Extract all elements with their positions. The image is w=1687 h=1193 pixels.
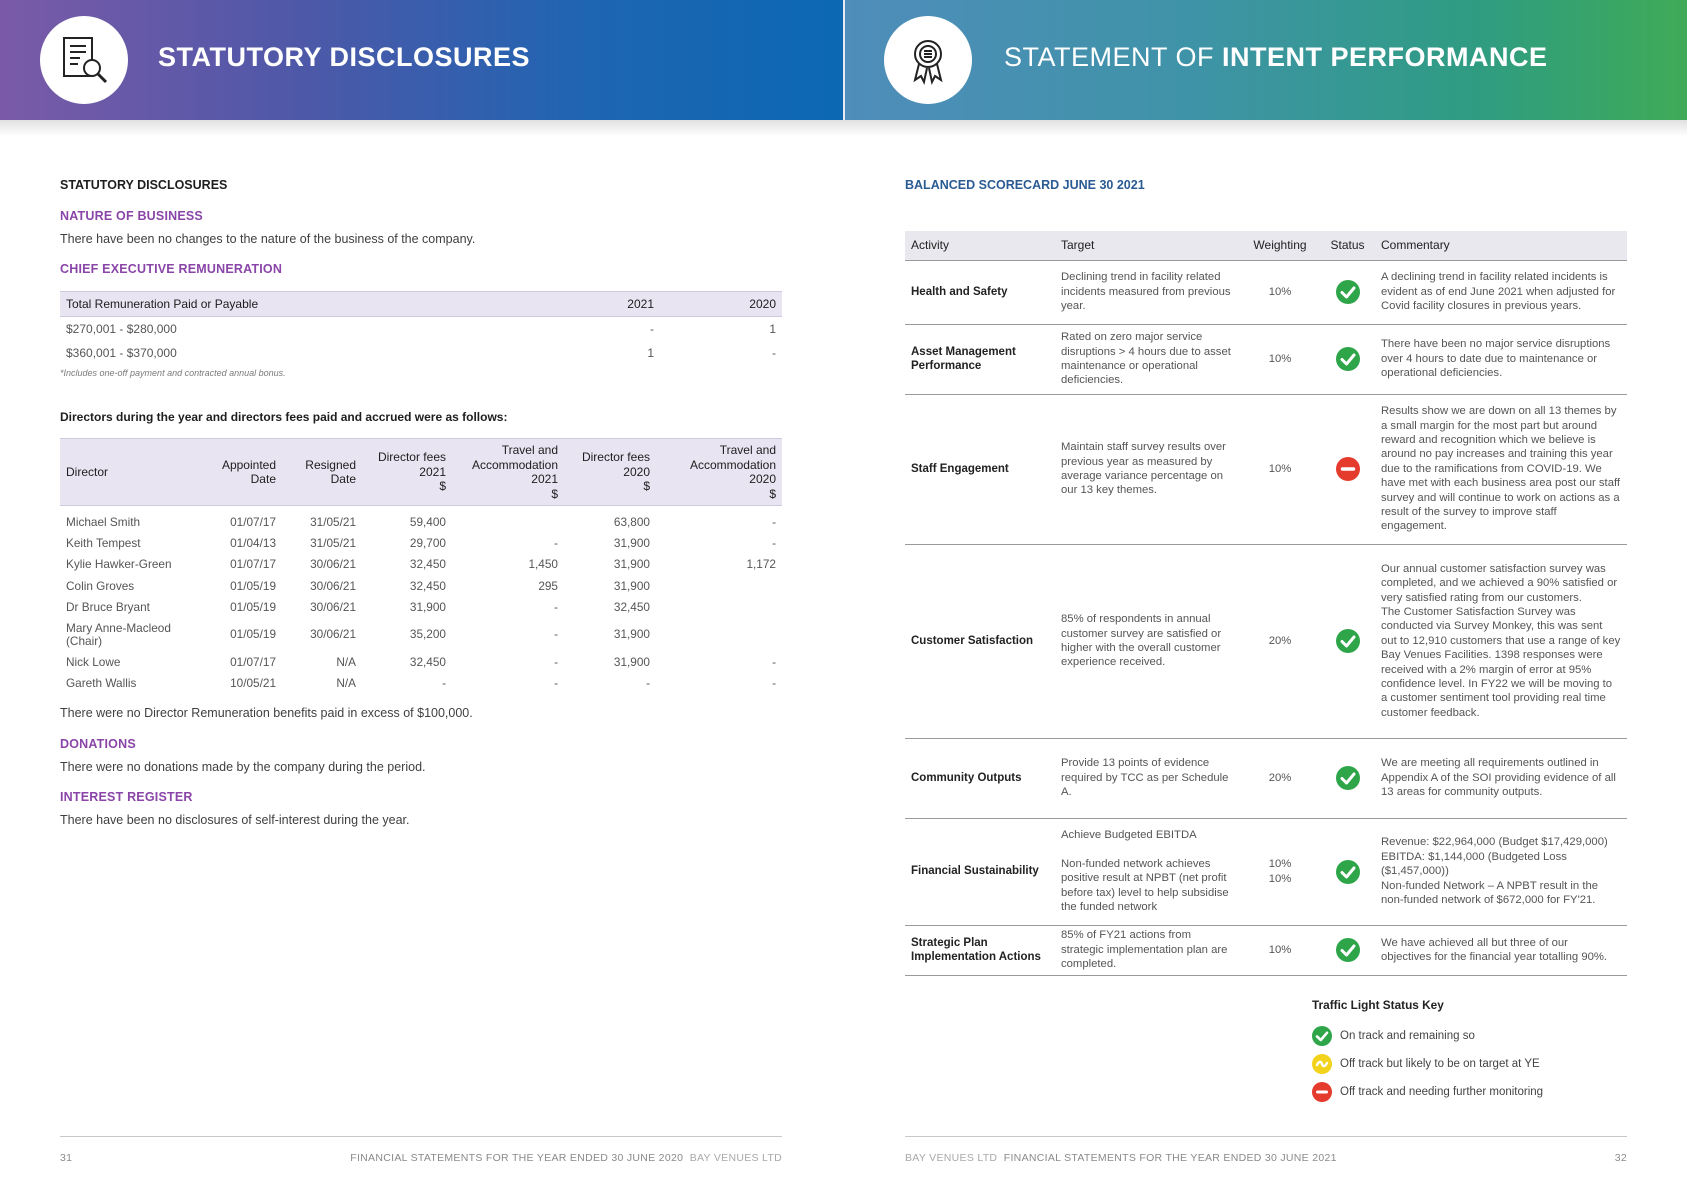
dir-header-fees-2021: Director fees 2021 $: [362, 439, 452, 506]
key-label: On track and remaining so: [1340, 1030, 1475, 1042]
director-appointed: 01/05/19: [230, 599, 276, 614]
director-name: Keith Tempest: [66, 535, 141, 550]
table-row: [60, 512, 782, 533]
scorecard-activity: Strategic Plan Implementation Actions: [905, 925, 1055, 975]
director-resigned: 30/06/21: [310, 578, 356, 593]
director-travel-2020: -: [772, 676, 776, 691]
ceo-heading: CHIEF EXECUTIVE REMUNERATION: [60, 262, 283, 276]
rem-2020: 1: [769, 321, 776, 336]
scorecard-activity: Asset Management Performance: [905, 324, 1055, 394]
table-row: [60, 673, 782, 694]
table-row: [60, 618, 782, 652]
scorecard-status: [1320, 544, 1375, 738]
director-travel-2021: -: [554, 676, 558, 691]
rem-header-2021: 2021: [580, 292, 660, 317]
director-travel-2020: [656, 575, 782, 596]
table-row: [905, 818, 1627, 925]
director-name: Colin Groves: [66, 578, 135, 593]
commentary-paragraph: Non-funded Network – A NPBT result in the non-funded network of $672,000 for FY'21.: [1381, 879, 1599, 907]
status-green-check-icon: [1336, 280, 1360, 304]
director-travel-2021: 295: [538, 578, 558, 593]
director-appointed: 01/05/19: [230, 578, 276, 593]
donations-text: There were no donations made by the company during the period.: [60, 760, 426, 774]
key-label: Off track and needing further monitoring: [1340, 1086, 1544, 1098]
director-travel-2021: -: [554, 599, 558, 614]
key-label: Off track but likely to be on target at YE: [1340, 1058, 1540, 1070]
director-fees-2021: 32,450: [409, 655, 446, 670]
director-travel-2021: -: [554, 627, 558, 642]
scorecard-weighting: [1240, 818, 1320, 925]
director-fees-2021: 32,450: [409, 578, 446, 593]
director-travel-2020: [656, 618, 782, 652]
dir-header-appointed: Appointed Date: [210, 439, 282, 506]
director-fees-2021: 32,450: [409, 557, 446, 572]
director-appointed: 01/05/19: [230, 627, 276, 642]
sc-header-status: Status: [1320, 231, 1375, 260]
table-row: [60, 554, 782, 575]
directors-intro: Directors during the year and directors fees paid and accrued were as follows:: [60, 410, 508, 424]
interest-heading: INTEREST REGISTER: [60, 790, 193, 804]
target-line: Non-funded network achieves positive result at NPBT (net profit before tax) level to help subsidise the funded network: [1061, 857, 1229, 914]
director-name: Gareth Wallis: [66, 676, 137, 691]
rem-range: $270,001 - $280,000: [66, 321, 177, 336]
scorecard-weighting: 20%: [1240, 738, 1320, 818]
director-resigned: N/A: [336, 655, 356, 670]
scorecard-status: [1320, 324, 1375, 394]
directors-header-row: [60, 439, 782, 506]
status-green-check-icon: [1336, 938, 1360, 962]
scorecard-activity: Staff Engagement: [905, 394, 1055, 544]
table-row: [905, 394, 1627, 544]
director-fees-2020: 31,900: [613, 627, 650, 642]
status-red-minus-icon: [1336, 457, 1360, 481]
dir-header-travel-2021: Travel and Accommodation 2021 $: [452, 439, 564, 506]
scorecard-status: [1320, 738, 1375, 818]
director-fees-2020: 32,450: [613, 599, 650, 614]
sc-header-commentary: Commentary: [1375, 231, 1627, 260]
sc-header-target: Target: [1055, 231, 1240, 260]
director-resigned: 30/06/21: [310, 627, 356, 642]
director-resigned: 30/06/21: [310, 557, 356, 572]
right-footer-divider: [905, 1136, 1627, 1137]
director-name: Mary Anne-Macleod (Chair): [66, 620, 171, 648]
key-green-check-icon: [1312, 1026, 1332, 1046]
scorecard-commentary: [1375, 544, 1627, 738]
banner-shadow: [0, 120, 1687, 136]
scorecard-commentary: A declining trend in facility related incidents is evident as of end June 2021 when adjusted for Covid facility closures in previous years.: [1375, 260, 1627, 324]
table-row: [905, 260, 1627, 324]
interest-text: There have been no disclosures of self-interest during the year.: [60, 813, 410, 827]
scorecard-weighting: 10%: [1240, 260, 1320, 324]
director-travel-2021: [452, 512, 564, 533]
scorecard-status: [1320, 394, 1375, 544]
table-row: [60, 533, 782, 554]
scorecard-activity: Financial Sustainability: [905, 818, 1055, 925]
right-banner-title: STATEMENT OF INTENT PERFORMANCE: [1004, 42, 1548, 72]
director-travel-2021: 1,450: [528, 557, 558, 572]
rem-header-range: Total Remuneration Paid or Payable: [60, 292, 580, 317]
scorecard-weighting: 10%: [1240, 394, 1320, 544]
remuneration-note: *Includes one-off payment and contracted annual bonus.: [60, 368, 286, 378]
commentary-paragraph: Revenue: $22,964,000 (Budget $17,429,000): [1381, 836, 1608, 849]
director-appointed: 01/07/17: [230, 514, 276, 529]
sc-header-weighting: Weighting: [1240, 231, 1320, 260]
left-footer-title: FINANCIAL STATEMENTS FOR THE YEAR ENDED 30 JUNE 2020 BAY VENUES LTD: [350, 1152, 782, 1164]
commentary-paragraph: EBITDA: $1,144,000 (Budgeted Loss ($1,457,000)): [1381, 850, 1567, 878]
dir-header-travel-2020: Travel and Accommodation 2020 $: [656, 439, 782, 506]
table-row: [905, 925, 1627, 975]
rem-range: $360,001 - $370,000: [66, 345, 177, 360]
directors-table: [60, 438, 782, 695]
scorecard-commentary: [1375, 818, 1627, 925]
director-name: Kylie Hawker-Green: [66, 557, 172, 572]
scorecard-activity: Customer Satisfaction: [905, 544, 1055, 738]
director-appointed: 10/05/21: [230, 676, 276, 691]
rem-header-2020: 2020: [660, 292, 782, 317]
director-travel-2020: -: [772, 655, 776, 670]
table-row: [905, 544, 1627, 738]
director-travel-2020: 1,172: [746, 557, 776, 572]
scorecard-header-row: [905, 231, 1627, 260]
right-footer-page-number: 32: [1614, 1152, 1627, 1164]
director-fees-2020: 31,900: [613, 578, 650, 593]
status-green-check-icon: [1336, 766, 1360, 790]
status-green-check-icon: [1336, 860, 1360, 884]
scorecard-target: Provide 13 points of evidence required by TCC as per Schedule A.: [1055, 738, 1240, 818]
scorecard-weighting: 20%: [1240, 544, 1320, 738]
scorecard-target: Maintain staff survey results over previous year as measured by average variance percentage on our 13 key themes.: [1055, 394, 1240, 544]
director-travel-2020: -: [772, 514, 776, 529]
director-travel-2021: -: [554, 655, 558, 670]
left-section-title: STATUTORY DISCLOSURES: [60, 178, 228, 192]
director-fees-2020: 31,900: [613, 557, 650, 572]
remuneration-table: [60, 291, 782, 365]
director-travel-2020: -: [772, 535, 776, 550]
dir-header-resigned: Resigned Date: [282, 439, 362, 506]
director-travel-2021: -: [554, 535, 558, 550]
table-row: [60, 597, 782, 618]
director-fees-2020: 63,800: [613, 514, 650, 529]
rem-2021: -: [650, 321, 654, 336]
scorecard-target: Declining trend in facility related incidents measured from previous year.: [1055, 260, 1240, 324]
scorecard-commentary: We have achieved all but three of our objectives for the financial year totalling 90%.: [1375, 925, 1627, 975]
director-resigned: 30/06/21: [310, 599, 356, 614]
director-appointed: 01/07/17: [230, 655, 276, 670]
dir-header-fees-2020: Director fees 2020 $: [564, 439, 656, 506]
rem-2021: 1: [647, 345, 654, 360]
status-green-check-icon: [1336, 629, 1360, 653]
scorecard-commentary: We are meeting all requirements outlined in Appendix A of the SOI providing evidence of all 13 areas for community outputs.: [1375, 738, 1627, 818]
table-row: [905, 738, 1627, 818]
director-travel-2020: [656, 597, 782, 618]
scorecard-target: 85% of FY21 actions from strategic implementation plan are completed.: [1055, 925, 1240, 975]
document-search-icon: [40, 16, 128, 104]
status-green-check-icon: [1336, 347, 1360, 371]
director-name: Michael Smith: [66, 514, 141, 529]
table-row: [60, 341, 782, 365]
award-ribbon-icon: [884, 16, 972, 104]
commentary-paragraph: Our annual customer satisfaction survey was completed, and we achieved a 90% satisfied or very satisfied rating from our customers.: [1381, 562, 1618, 604]
weighting-value: 10%: [1268, 858, 1292, 871]
dir-header-director: Director: [60, 439, 210, 506]
commentary-paragraph: The Customer Satisfaction Survey was conducted via Survey Monkey, this was sent out to 12,910 customers that use a range of key Bay Venues Facilities. 1398 responses were received with a 2% margin of error at 95% confidence level. In FY22 we will be moving to a customer sentiment tool providing real time customer feedback.: [1381, 605, 1621, 719]
director-fees-2021: 59,400: [409, 514, 446, 529]
scorecard-weighting: 10%: [1240, 925, 1320, 975]
table-row: [60, 652, 782, 673]
nature-heading: NATURE OF BUSINESS: [60, 209, 203, 223]
director-fees-2020: 31,900: [613, 535, 650, 550]
director-appointed: 01/07/17: [230, 557, 276, 572]
scorecard-status: [1320, 260, 1375, 324]
key-red-minus-icon: [1312, 1082, 1332, 1102]
director-appointed: 01/04/13: [230, 535, 276, 550]
scorecard-commentary: There have been no major service disruptions over 4 hours to date due to maintenance or operational deficiencies.: [1375, 324, 1627, 394]
key-item: [1312, 1050, 1543, 1078]
scorecard-target: [1055, 818, 1240, 925]
scorecard-commentary: Results show we are down on all 13 themes by a small margin for the most part but around reward and recognition which we believe is around no pay increases and training this year due to the ramifications from COVID-19. We have met with each business area post our staff survey and will continue to work on actions as a result of the survey to improve staff engagement.: [1375, 394, 1627, 544]
sc-header-activity: Activity: [905, 231, 1055, 260]
scorecard-weighting: 10%: [1240, 324, 1320, 394]
left-footer-divider: [60, 1136, 782, 1137]
remuneration-header-row: [60, 292, 782, 317]
scorecard-status: [1320, 818, 1375, 925]
scorecard-target: 85% of respondents in annual customer survey are satisfied or higher with the overall customer experience received.: [1055, 544, 1240, 738]
traffic-light-key: [1312, 998, 1543, 1106]
left-banner-title: STATUTORY DISCLOSURES: [158, 42, 531, 72]
director-fees-2021: 35,200: [409, 627, 446, 642]
table-row: [905, 324, 1627, 394]
key-title: Traffic Light Status Key: [1312, 998, 1444, 1012]
rem-2020: -: [772, 345, 776, 360]
target-line: Achieve Budgeted EBITDA: [1061, 829, 1197, 842]
director-resigned: N/A: [336, 676, 356, 691]
director-fees-2020: 31,900: [613, 655, 650, 670]
director-benefits-text: There were no Director Remuneration benefits paid in excess of $100,000.: [60, 706, 473, 720]
director-name: Dr Bruce Bryant: [66, 599, 150, 614]
table-row: [60, 317, 782, 341]
right-footer-title: BAY VENUES LTD FINANCIAL STATEMENTS FOR THE YEAR ENDED 30 JUNE 2021: [905, 1152, 1337, 1164]
director-fees-2021: 31,900: [409, 599, 446, 614]
director-fees-2021: 29,700: [409, 535, 446, 550]
director-resigned: 31/05/21: [310, 514, 356, 529]
director-fees-2021: -: [442, 676, 446, 691]
left-footer-page-number: 31: [60, 1152, 73, 1164]
nature-text: There have been no changes to the nature of the business of the company.: [60, 232, 476, 246]
key-item: [1312, 1078, 1543, 1106]
scorecard-activity: Community Outputs: [905, 738, 1055, 818]
donations-heading: DONATIONS: [60, 737, 136, 751]
scorecard-title: BALANCED SCORECARD JUNE 30 2021: [905, 178, 1145, 192]
scorecard-activity: Health and Safety: [905, 260, 1055, 324]
weighting-value: 10%: [1268, 872, 1292, 885]
scorecard-status: [1320, 925, 1375, 975]
key-yellow-wave-icon: [1312, 1054, 1332, 1074]
director-fees-2020: -: [646, 676, 650, 691]
table-row: [60, 575, 782, 596]
scorecard-target: Rated on zero major service disruptions > 4 hours due to asset maintenance or operational deficiencies.: [1055, 324, 1240, 394]
director-resigned: 31/05/21: [310, 535, 356, 550]
director-name: Nick Lowe: [66, 655, 121, 670]
key-item: [1312, 1022, 1543, 1050]
scorecard-table: [905, 231, 1627, 976]
